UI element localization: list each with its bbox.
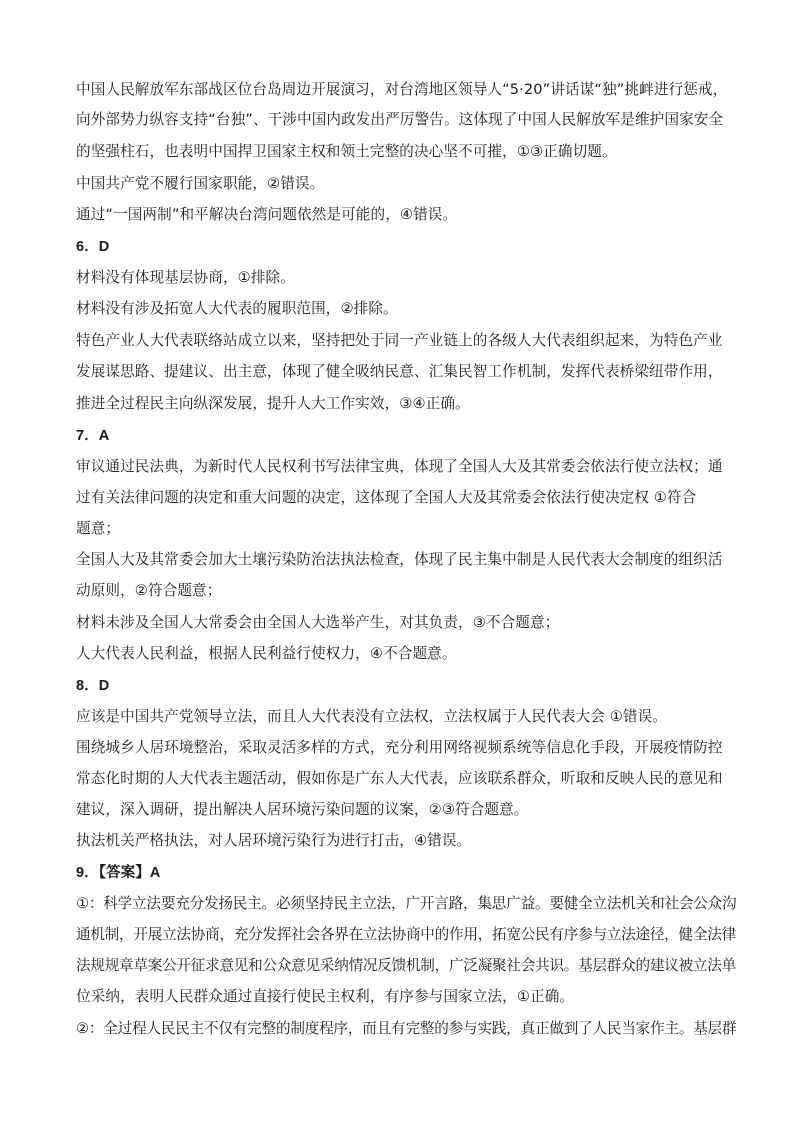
answer-number: 6．D xyxy=(76,239,110,255)
text-line: 推进全过程民主向纵深发展，提升人大工作实效，③④正确。 xyxy=(76,395,470,412)
answer-number: 9．【答案】A xyxy=(76,865,161,881)
text-line: 题意； xyxy=(76,520,121,537)
text-line: 向外部势力纵容支持“台独”、干涉中国内政发出严厉警告。这体现了中国人民解放军是维护国家安全 xyxy=(76,111,724,128)
text-line: 特色产业人大代表联络站成立以来，坚持把处于同一产业链上的各级人大代表组织起来，为特色产业 xyxy=(76,332,723,349)
text-line: 位采纳，表明人民群众通过直接行使民主权利，有序参与国家立法，①正确。 xyxy=(76,988,575,1005)
answer-number: 8．D xyxy=(76,678,110,694)
text-line: 通机制，开展立法协商，充分发挥社会各界在立法协商中的作用，拓宽公民有序参与立法途径，健全法律 xyxy=(76,926,736,943)
text-line: 通过“一国两制”和平解决台湾问题依然是可能的，④错误。 xyxy=(76,206,458,223)
text-line: 执法机关严格执法，对人居环境污染行为进行打击，④错误。 xyxy=(76,832,472,849)
text-line: 围绕城乡人居环境整治，采取灵活多样的方式，充分利用网络视频系统等信息化手段，开展疫情防控 xyxy=(76,739,723,756)
text-line: 审议通过民法典，为新时代人民权利书写法律宝典，体现了全国人大及其常委会依法行使立法权；通 xyxy=(76,458,723,475)
text-line: 动原则，②符合题意； xyxy=(76,582,222,599)
text-line: 材料没有体现基层协商，①排除。 xyxy=(76,269,295,286)
text-line: 材料未涉及全国人大常委会由全国人大选举产生，对其负责，③不合题意； xyxy=(76,614,560,631)
text-line: 发展谋思路、提建议、出主意，体现了健全吸纳民意、汇集民智工作机制，发挥代表桥梁纽带作用， xyxy=(76,363,723,380)
text-line: 人大代表人民利益，根据人民利益行使权力，④不合题意。 xyxy=(76,645,457,662)
text-line: 的坚强柱石，也表明中国捍卫国家主权和领土完整的决心坚不可摧，①③正确切题。 xyxy=(76,143,617,160)
text-line: ②：全过程人民民主不仅有完整的制度程序，而且有完整的参与实践，真正做到了人民当家作主。基层群 xyxy=(76,1020,737,1037)
text-line: 全国人大及其常委会加大土壤污染防治法执法检查，体现了民主集中制是人民代表大会制度的组织活 xyxy=(76,551,723,568)
text-line: 法规规章草案公开征求意见和公众意见采纳情况反馈机制，广泛凝聚社会共识。基层群众的建议被立法单 xyxy=(76,957,736,974)
text-line: 应该是中国共产党领导立法，而且人大代表没有立法权，立法权属于人民代表大会 ①错误。 xyxy=(76,708,667,725)
text-line: 材料没有涉及拓宽人大代表的履职范围，②排除。 xyxy=(76,300,398,317)
text-line: 过有关法律问题的决定和重大问题的决定，这体现了全国人大及其常委会依法行使决定权 ①符合 xyxy=(76,489,697,506)
text-line: 常态化时期的人大代表主题活动，假如你是广东人大代表，应该联系群众，听取和反映人民的意见和 xyxy=(76,770,723,787)
text-line: ①：科学立法要充分发扬民主。必须坚持民主立法，广开言路，集思广益。要健全立法机关和社会公众沟 xyxy=(76,895,737,912)
text-line: 建议，深入调研，提出解决人居环境污染问题的议案，②③符合题意。 xyxy=(76,801,529,818)
text-line: 中国共产党不履行国家职能，②错误。 xyxy=(76,175,325,192)
text-line: 中国人民解放军东部战区位台岛周边开展演习，对台湾地区领导人“5·20”讲话谋“独”挑衅进行惩戒， xyxy=(76,81,728,98)
answer-number: 7．A xyxy=(76,428,110,444)
